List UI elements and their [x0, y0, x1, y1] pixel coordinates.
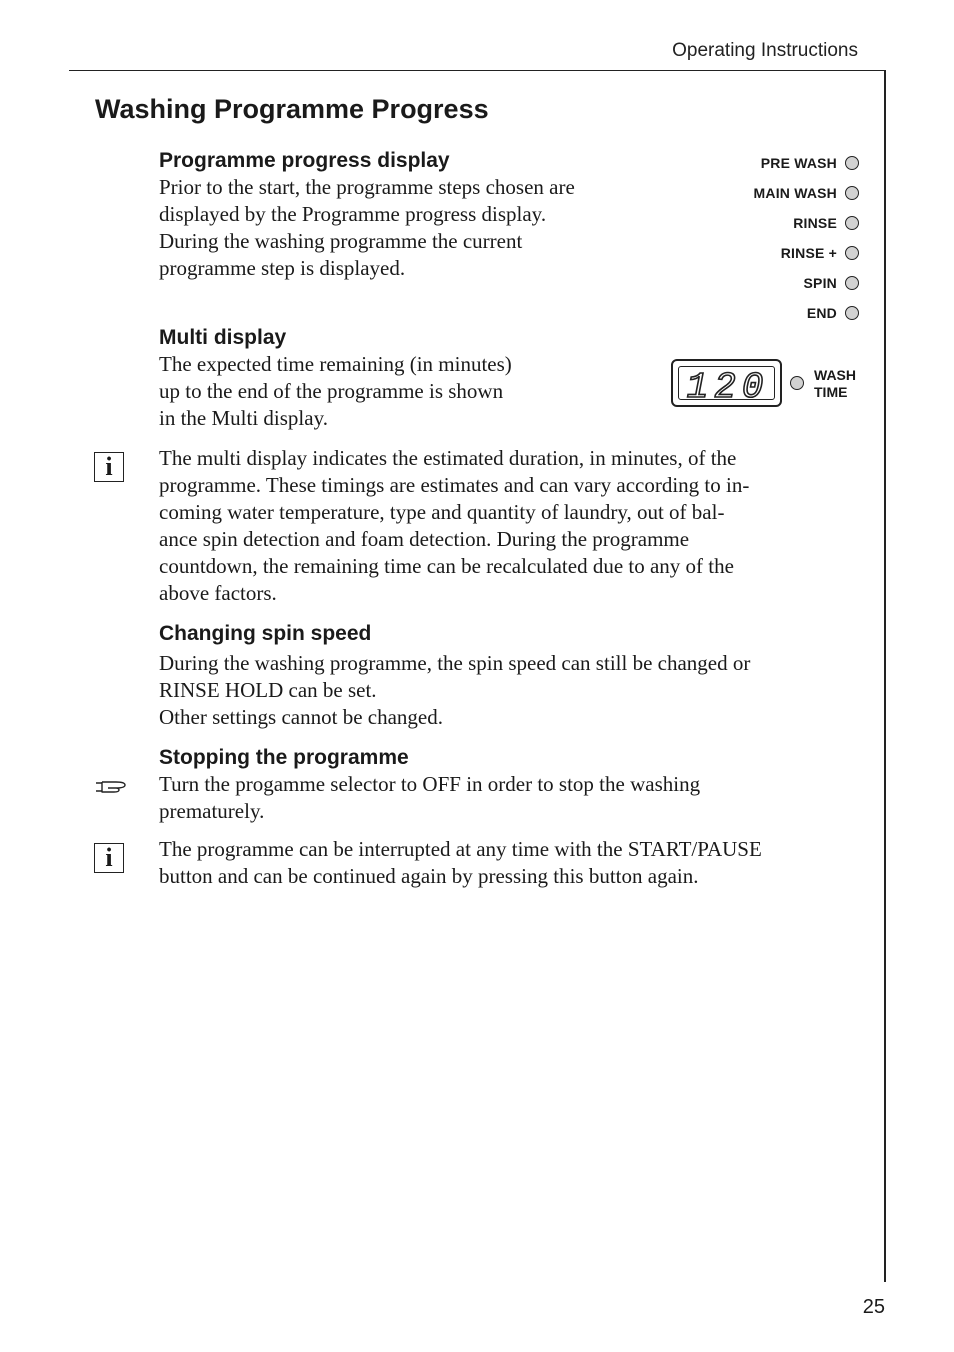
text-line: The expected time remaining (in minutes)	[159, 352, 512, 376]
wash-time-lamp-icon	[790, 376, 804, 390]
text-line: Prior to the start, the programme steps chosen are	[159, 175, 575, 199]
step-end	[659, 298, 859, 328]
text-line: above factors.	[159, 581, 277, 605]
multi-display-heading: Multi display	[159, 326, 287, 349]
margin-rule	[884, 70, 886, 1282]
info-icon: i	[94, 452, 124, 482]
indicator-lamp-icon	[845, 246, 859, 260]
indicator-lamp-icon	[845, 186, 859, 200]
indicator-lamp-icon	[845, 156, 859, 170]
text-line: The programme can be interrupted at any time with the START/PAUSE	[159, 837, 762, 861]
progress-display-heading: Programme progress display	[159, 149, 450, 172]
pointing-hand-icon	[94, 777, 128, 797]
stopping-heading: Stopping the programme	[159, 746, 409, 769]
text-line: up to the end of the programme is shown	[159, 379, 504, 403]
indicator-lamp-icon	[845, 216, 859, 230]
text-line: coming water temperature, type and quantity of laundry, out of bal-	[159, 500, 725, 524]
step-label: SPIN	[803, 275, 837, 291]
step-label: PRE WASH	[760, 155, 837, 171]
progress-display-section	[159, 147, 669, 282]
text-line: programme step is displayed.	[159, 256, 406, 280]
text-line: Turn the progamme selector to OFF in order to stop the washing	[159, 772, 701, 796]
readout-digits: 120	[686, 367, 770, 408]
step-pre-wash	[659, 148, 859, 178]
wash-time-label-line: WASH	[814, 367, 856, 383]
page-title: Washing Programme Progress	[95, 94, 489, 124]
text-line: displayed by the Programme progress display.	[159, 202, 547, 226]
stopping-text	[159, 771, 859, 825]
text-line: Other settings cannot be changed.	[159, 705, 443, 729]
multi-display-text	[159, 351, 639, 432]
step-label: MAIN WASH	[753, 185, 837, 201]
page-number: 25	[862, 1296, 885, 1318]
seven-segment-digits	[673, 361, 784, 409]
indicator-lamp-icon	[845, 306, 859, 320]
progress-display-text	[159, 174, 669, 282]
step-main-wash	[659, 178, 859, 208]
spin-speed-text	[159, 650, 859, 731]
text-line: countdown, the remaining time can be recalculated due to any of the	[159, 554, 734, 578]
multi-display-section	[159, 324, 639, 432]
indicator-lamp-icon	[845, 276, 859, 290]
step-label: END	[806, 305, 837, 321]
spin-speed-heading: Changing spin speed	[159, 622, 372, 645]
text-line: During the washing programme the current	[159, 229, 523, 253]
text-line: During the washing programme, the spin speed can still be changed or	[159, 651, 751, 675]
spin-speed-section	[159, 620, 859, 731]
info-note-text	[159, 836, 859, 890]
step-spin	[659, 268, 859, 298]
step-label: RINSE +	[780, 245, 837, 261]
info-note-interrupt	[159, 836, 859, 890]
info-note-duration	[159, 445, 859, 607]
text-line: The multi display indicates the estimated duration, in minutes, of the	[159, 446, 737, 470]
text-line: programme. These timings are estimates and can vary according to in-	[159, 473, 750, 497]
stopping-section	[159, 744, 859, 825]
programme-progress-display	[659, 148, 859, 328]
text-line: in the Multi display.	[159, 406, 328, 430]
running-header: Operating Instructions	[672, 40, 858, 61]
text-line: ance spin detection and foam detection. During the programme	[159, 527, 690, 551]
step-rinse-plus	[659, 238, 859, 268]
wash-time-label-line: TIME	[814, 384, 848, 400]
multi-display-readout	[671, 359, 782, 407]
wash-time-label	[814, 367, 856, 401]
step-rinse	[659, 208, 859, 238]
info-note-text	[159, 445, 859, 607]
header-rule	[69, 70, 886, 71]
info-icon: i	[94, 843, 124, 873]
text-line: RINSE HOLD can be set.	[159, 678, 377, 702]
step-label: RINSE	[793, 215, 837, 231]
text-line: prematurely.	[159, 799, 265, 823]
text-line: button and can be continued again by pressing this button again.	[159, 864, 699, 888]
